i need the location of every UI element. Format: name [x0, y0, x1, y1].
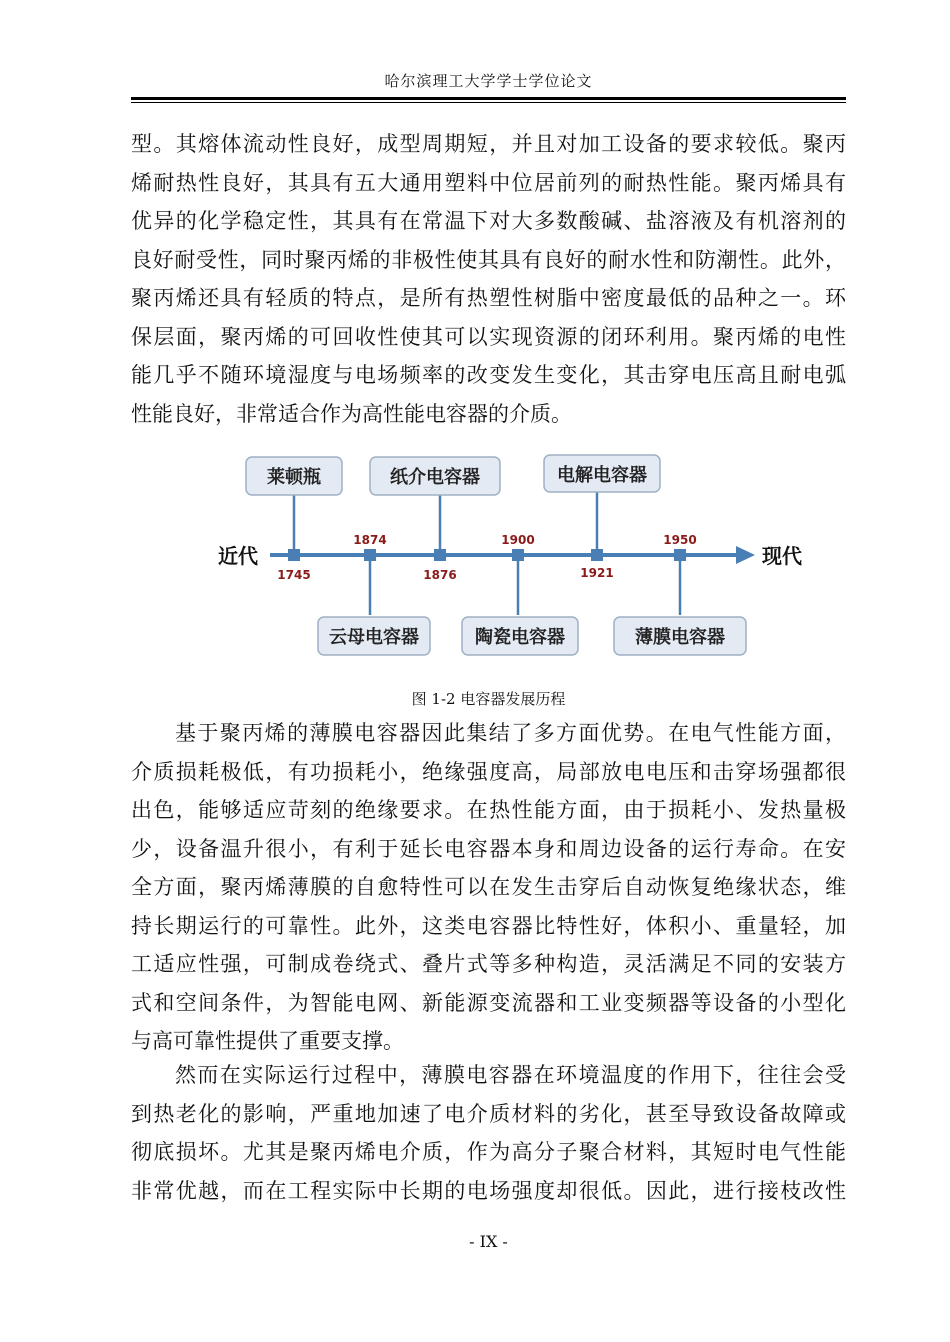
year-label: 1921: [580, 566, 614, 580]
year-label: 1950: [663, 533, 697, 547]
label-present: 现代: [762, 544, 802, 568]
text-line: 彻底损坏。尤其是聚丙烯电介质，作为高分子聚合材料，其短时电气性能: [131, 1140, 846, 1164]
text-line: 型。其熔体流动性良好，成型周期短，并且对加工设备的要求较低。聚丙: [131, 132, 846, 156]
text-line: 出色，能够适应苛刻的绝缘要求。在热性能方面，由于损耗小、发热量极: [131, 798, 846, 822]
header-rule-thin: [131, 102, 846, 103]
text-line: 基于聚丙烯的薄膜电容器因此集结了多方面优势。在电气性能方面，: [175, 721, 846, 745]
year-label: 1745: [277, 568, 311, 582]
text-line: 工适应性强，可制成卷绕式、叠片式等多种构造，灵活满足不同的安装方: [131, 952, 846, 976]
text-line: 介质损耗极低，有功损耗小，绝缘强度高，局部放电电压和击穿场强都很: [131, 759, 846, 784]
timeline-marker: [591, 549, 603, 561]
timeline-marker: [288, 549, 300, 561]
text-line: 性能良好，非常适合作为高性能电容器的介质。: [131, 401, 572, 426]
text-line: 良好耐受性，同时聚丙烯的非极性使其具有良好的耐水性和防潮性。此外，: [131, 247, 846, 272]
capacitor-timeline-figure: [200, 445, 820, 670]
text-line: 烯耐热性良好，其具有五大通用塑料中位居前列的耐热性能。聚丙烯具有: [131, 170, 846, 195]
timeline-marker: [434, 549, 446, 561]
box-label: 纸介电容器: [390, 467, 480, 488]
timeline-marker: [674, 549, 686, 561]
text-line: 聚丙烯还具有轻质的特点，是所有热塑性树脂中密度最低的品种之一。环: [131, 286, 846, 310]
paragraph-3: [131, 1056, 846, 1210]
text-line: 全方面，聚丙烯薄膜的自愈特性可以在发生击穿后自动恢复绝缘状态，维: [131, 875, 846, 899]
page-number: - IX -: [469, 1232, 508, 1251]
text-line: 到热老化的影响，严重地加速了电介质材料的劣化，甚至导致设备故障或: [131, 1101, 846, 1126]
box-label: 陶瓷电容器: [475, 627, 565, 648]
box-label: 电解电容器: [557, 465, 647, 486]
year-label: 1874: [353, 533, 387, 547]
year-label: 1900: [501, 533, 535, 547]
figure-caption: 图 1-2 电容器发展历程: [411, 690, 566, 708]
text-line: 能几乎不随环境湿度与电场频率的改变发生变化，其击穿电压高且耐电弧: [131, 363, 846, 387]
paragraph-1: [131, 125, 846, 433]
running-header: 哈尔滨理工大学学士学位论文: [384, 72, 593, 90]
text-line: 少，设备温升很小，有利于延长电容器本身和周边设备的运行寿命。在安: [131, 836, 846, 861]
timeline-marker: [364, 549, 376, 561]
text-line: 保层面，聚丙烯的可回收性使其可以实现资源的闭环利用。聚丙烯的电性: [131, 324, 846, 349]
text-line: 与高可靠性提供了重要支撑。: [131, 1029, 404, 1053]
box-label: 云母电容器: [329, 627, 419, 648]
text-line: 持长期运行的可靠性。此外，这类电容器比特性好，体积小、重量轻，加: [131, 913, 846, 938]
paragraph-2: [131, 714, 846, 1061]
text-line: 然而在实际运行过程中，薄膜电容器在环境温度的作用下，往往会受: [175, 1063, 846, 1087]
timeline-arrow-head: [736, 546, 755, 564]
box-label: 莱顿瓶: [267, 467, 321, 488]
box-label: 薄膜电容器: [635, 627, 725, 648]
text-line: 式和空间条件，为智能电网、新能源变流器和工业变频器等设备的小型化: [131, 990, 846, 1015]
header-rule-thick: [131, 97, 846, 100]
timeline-marker: [512, 549, 524, 561]
text-line: 优异的化学稳定性，其具有在常温下对大多数酸碱、盐溶液及有机溶剂的: [131, 209, 846, 233]
label-modern-past: 近代: [218, 544, 258, 568]
year-label: 1876: [423, 568, 457, 582]
text-line: 非常优越，而在工程实际中长期的电场强度却很低。因此，进行接枝改性: [131, 1178, 846, 1203]
